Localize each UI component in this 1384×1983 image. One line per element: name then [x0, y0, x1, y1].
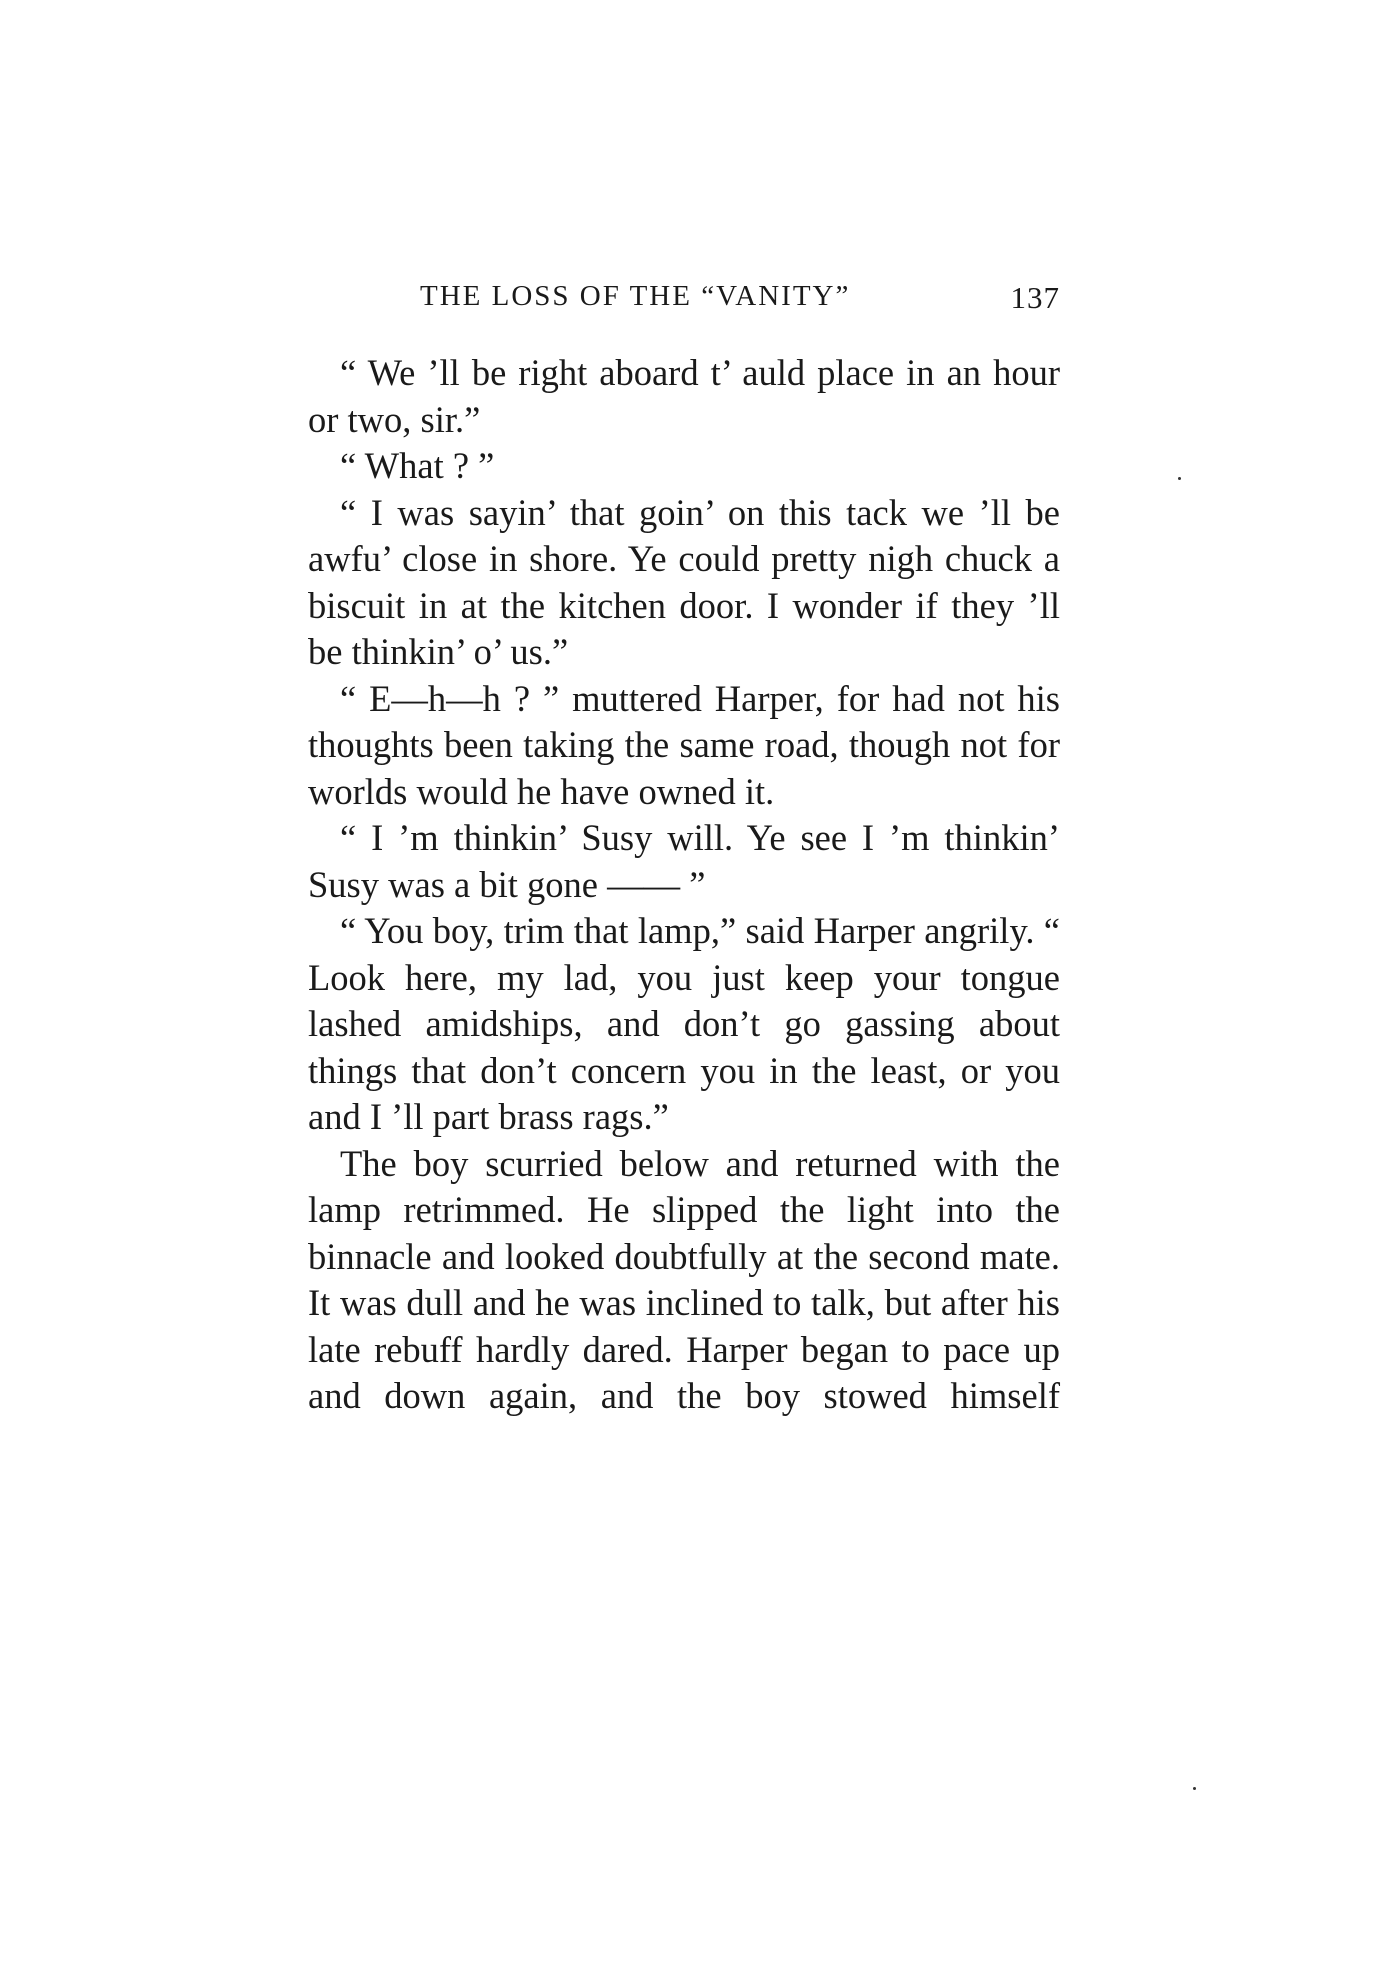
- paragraph: “ I was sayin’ that goin’ on this tack we ’ll be awfu’ close in shore. Ye could pretty nigh chuck a biscuit in at the kitchen door. I wonder if they ’ll be thinkin’ o’ us.”: [308, 491, 1060, 672]
- paragraph: The boy scurried below and returned with the lamp retrimmed. He slipped the light into the binnacle and looked doubtfully at the second mate. It was dull and he was inclined to talk, but after his late rebuff hardly dared. Harper began to pace up and down again, and the boy stowed himself: [308, 1142, 1060, 1416]
- paragraph: “ What ? ”: [340, 445, 495, 486]
- page-number: 137: [1010, 280, 1060, 315]
- ink-speck: [1178, 477, 1181, 480]
- running-head: [308, 280, 1060, 320]
- paragraph: “ E—h—h ? ” muttered Harper, for had not his thoughts been taking the same road, though not for worlds would he have owned it.: [308, 677, 1060, 812]
- paragraph: “ We ’ll be right aboard t’ auld place in an hour or two, sir.”: [308, 352, 1060, 440]
- body-text: [308, 350, 1060, 1420]
- chapter-title: THE LOSS OF THE “VANITY”: [420, 280, 851, 312]
- paragraph: “ You boy, trim that lamp,” said Harper angrily. “ Look here, my lad, you just keep your tongue lashed amidships, and don’t go gassing about things that don’t concern you in the least, or you and I ’ll part brass rags.”: [308, 910, 1060, 1137]
- ink-speck: [1193, 1787, 1196, 1790]
- paragraph: “ I ’m thinkin’ Susy will. Ye see I ’m thinkin’ Susy was a bit gone —— ”: [308, 817, 1060, 905]
